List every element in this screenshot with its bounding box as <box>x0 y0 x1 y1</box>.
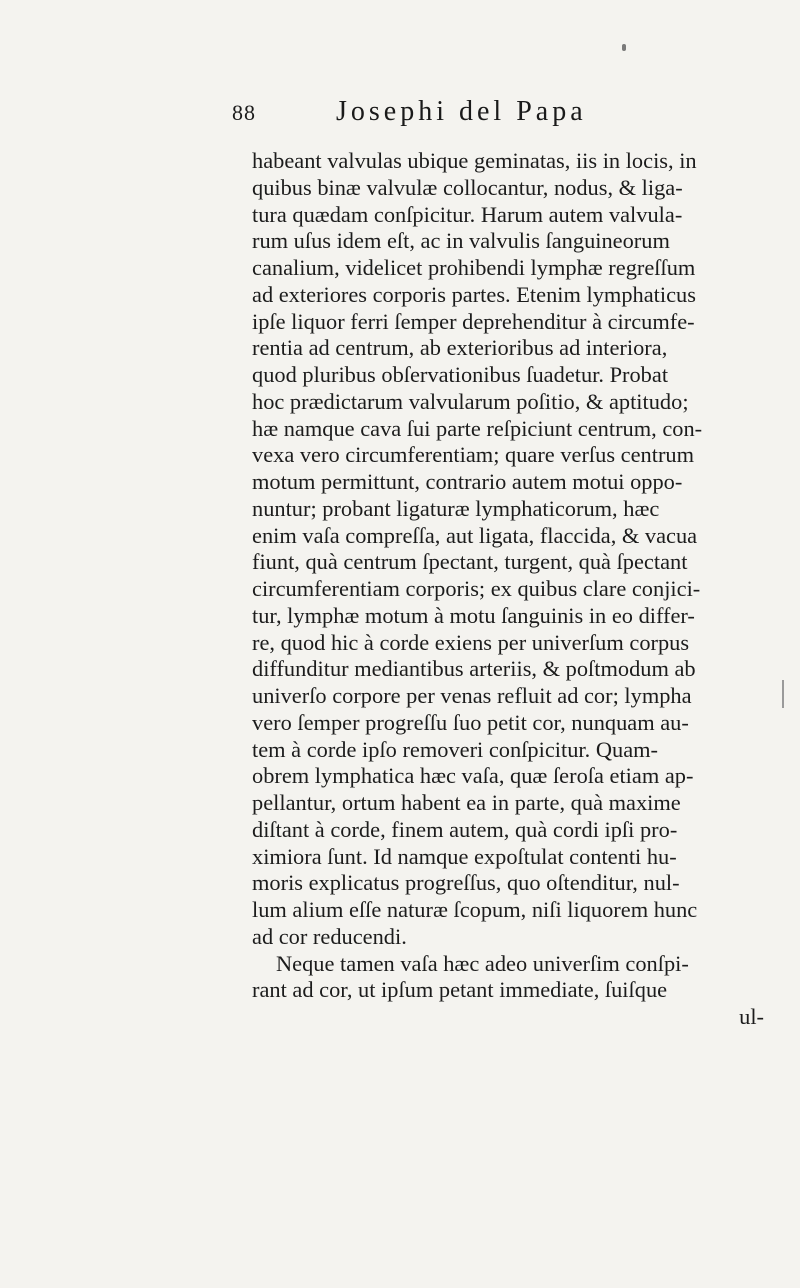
text-line: canalium, videlicet prohibendi lymphæ regreſſum <box>252 255 696 280</box>
text-line: lum alium eſſe naturæ ſcopum, niſi liquorem hunc <box>252 897 698 922</box>
text-line: quibus binæ valvulæ collocantur, nodus, & liga- <box>252 174 683 200</box>
text-line: motum permittunt, contrario autem motui oppo- <box>252 469 683 494</box>
text-line: quod pluribus obſervationibus ſuadetur. Probat <box>252 362 669 387</box>
ink-speck <box>622 44 626 51</box>
text-line: diffunditur mediantibus arteriis, & poſtmodum ab <box>252 656 696 682</box>
text-line: rentia ad centrum, ab exterioribus ad interiora, <box>252 335 668 361</box>
text-line: univerſo corpore per venas refluit ad cor; lympha <box>252 683 692 708</box>
text-line: pellantur, ortum habent ea in parte, quà maxime <box>252 790 681 815</box>
text-line: moris explicatus progreſſus, quo oſtenditur, nul- <box>252 870 680 896</box>
catchword: ul- <box>739 1004 764 1029</box>
text-line: ximiora ſunt. Id namque expoſtulat contenti hu- <box>252 843 677 869</box>
text-line: vexa vero circumferentiam; quare verſus centrum <box>252 442 695 468</box>
text-line: tem à corde ipſo removeri conſpicitur. Quam- <box>252 736 659 762</box>
paragraph-start-line: Neque tamen vaſa hæc adeo univerſim conſpi- <box>276 950 689 976</box>
text-line: hoc prædictarum valvularum poſitio, & aptitudo; <box>252 388 689 414</box>
text-line: obrem lymphatica hæc vaſa, quæ ſeroſa etiam ap- <box>252 763 694 789</box>
text-line: hæ namque cava ſui parte reſpiciunt centrum, con- <box>252 415 703 441</box>
text-line: ad cor reducendi. <box>252 923 407 949</box>
text-line: tur, lymphæ motum à motu ſanguinis in eo differ- <box>252 602 695 628</box>
text-line: ad exteriores corporis partes. Etenim lymphaticus <box>252 281 696 307</box>
text-line: diſtant à corde, finem autem, quà cordi ipſi pro- <box>252 816 678 842</box>
text-line: circumferentiam corporis; ex quibus clare conjici- <box>252 576 701 601</box>
text-line: rant ad cor, ut ipſum petant immediate, ſuiſque <box>252 977 668 1003</box>
running-head <box>232 96 672 136</box>
text-line: vero ſemper progreſſu ſuo petit cor, nunquam au- <box>252 709 689 735</box>
page-edge-mark <box>782 680 784 708</box>
page-number: 88 <box>232 100 256 125</box>
text-line: nuntur; probant ligaturæ lymphaticorum, hæc <box>252 495 660 521</box>
text-line: enim vaſa compreſſa, aut ligata, flaccida, & vacua <box>252 522 698 548</box>
text-line: rum uſus idem eſt, ac in valvulis ſanguineorum <box>252 228 670 254</box>
text-line: ipſe liquor ferri ſemper deprehenditur à circumfe- <box>252 308 695 334</box>
body-text <box>252 148 780 1031</box>
text-line: fiunt, quà centrum ſpectant, turgent, quà ſpectant <box>252 549 688 575</box>
text-line: tura quædam conſpicitur. Harum autem valvula- <box>252 201 683 227</box>
running-title: Josephi del Papa <box>336 96 587 127</box>
text-line: habeant valvulas ubique geminatas, iis in locis, in <box>252 148 697 173</box>
text-line: re, quod hic à corde exiens per univerſum corpus <box>252 629 690 655</box>
